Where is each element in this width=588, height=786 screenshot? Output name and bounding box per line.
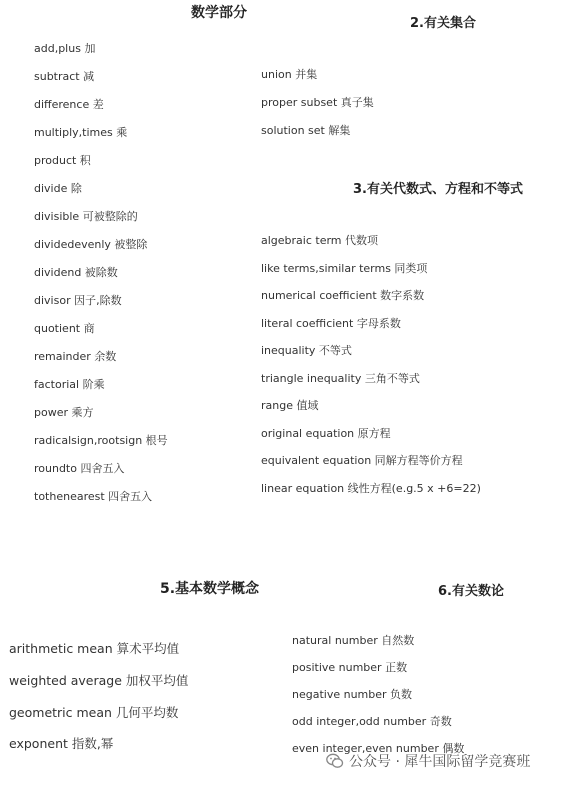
term-list-algebra — [261, 233, 481, 508]
term-item: literal coefficient 字母系数 — [261, 316, 401, 330]
term-item: roundto 四舍五入 — [34, 462, 125, 475]
term-item: power 乘方 — [34, 406, 94, 419]
term-item: linear equation 线性方程(e.g.5 x +6=22) — [261, 481, 481, 495]
term-list-operations — [34, 41, 168, 517]
watermark-text: 公众号 · 犀牛国际留学竞赛班 — [349, 754, 531, 770]
term-item: numerical coefficient 数字系数 — [261, 289, 425, 302]
term-item: like terms,similar terms 同类项 — [261, 261, 428, 275]
term-item: remainder 余数 — [34, 350, 117, 363]
term-item: odd integer,odd number 奇数 — [292, 715, 452, 728]
term-item: natural number 自然数 — [292, 634, 415, 647]
term-item: factorial 阶乘 — [34, 378, 105, 391]
term-item: negative number 负数 — [292, 688, 413, 701]
term-item: triangle inequality 三角不等式 — [261, 371, 420, 385]
term-item: exponent 指数,幂 — [9, 736, 114, 752]
wechat-icon — [326, 752, 344, 770]
watermark — [326, 750, 530, 772]
heading-concepts: 5.基本数学概念 — [160, 581, 260, 597]
term-item: range 值域 — [261, 399, 319, 412]
term-item: positive number 正数 — [292, 661, 408, 674]
term-item: algebraic term 代数项 — [261, 234, 379, 247]
term-list-concepts — [9, 640, 188, 767]
term-item: add,plus 加 — [34, 42, 96, 55]
term-item: divide 除 — [34, 182, 82, 195]
term-item: arithmetic mean 算术平均值 — [9, 641, 180, 656]
term-item: solution set 解集 — [261, 124, 351, 137]
heading-math-section: 数学部分 — [191, 5, 247, 21]
term-item: union 并集 — [261, 68, 318, 81]
heading-sets: 2.有关集合 — [410, 16, 476, 31]
term-item: dividend 被除数 — [34, 266, 118, 279]
term-item: even integer,even number 偶数 — [292, 742, 465, 755]
term-item: radicalsign,rootsign 根号 — [34, 434, 168, 447]
term-item: proper subset 真子集 — [261, 96, 374, 109]
heading-number-theory: 6.有关数论 — [438, 584, 504, 599]
term-item: multiply,times 乘 — [34, 126, 128, 139]
term-item: difference 差 — [34, 98, 104, 111]
term-item: equivalent equation 同解方程等价方程 — [261, 454, 463, 467]
term-item: divisible 可被整除的 — [34, 210, 138, 223]
term-list-sets — [261, 67, 374, 151]
term-item: tothenearest 四舍五入 — [34, 490, 153, 503]
term-item: geometric mean 几何平均数 — [9, 704, 179, 720]
term-item: original equation 原方程 — [261, 426, 391, 440]
term-item: divisor 因子,除数 — [34, 294, 122, 307]
term-item: dividedevenly 被整除 — [34, 238, 148, 251]
term-item: quotient 商 — [34, 322, 95, 335]
term-item: inequality 不等式 — [261, 344, 352, 357]
term-list-number-theory — [292, 633, 464, 768]
term-item: weighted average 加权平均值 — [9, 672, 189, 688]
heading-algebra: 3.有关代数式、方程和不等式 — [353, 182, 523, 197]
term-item: subtract 减 — [34, 70, 95, 83]
term-item: product 积 — [34, 154, 91, 167]
